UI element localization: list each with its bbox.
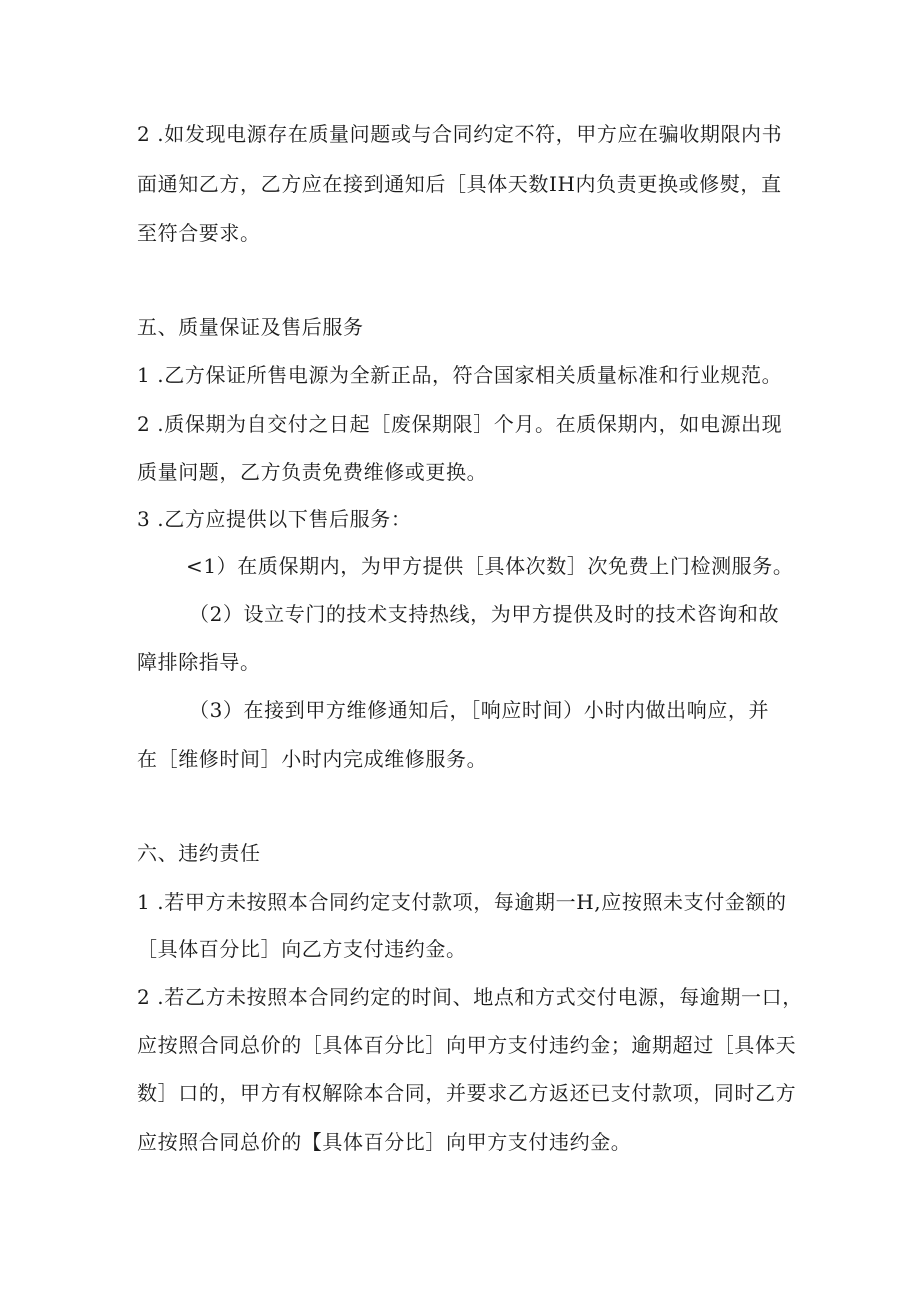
paragraph-line: 至符合要求。 — [137, 221, 261, 245]
paragraph-line: 2 .如发现电源存在质量问题或与合同约定不符，甲方应在骗收期限内书 — [137, 122, 783, 146]
list-item-line: 障排除指导。 — [137, 650, 261, 674]
paragraph-line: 质量问题，乙方负责免费维修或更换。 — [137, 460, 488, 484]
section-heading: 五、质量保证及售后服务 — [137, 315, 364, 339]
paragraph-line: 3 .乙方应提供以下售后服务： — [137, 507, 412, 531]
list-item-line: 在［维修时间］小时内完成维修服务。 — [137, 747, 488, 771]
paragraph-line: 应按照合同总价的［具体百分比］向甲方支付违约金；逾期超过［具体天 — [137, 1033, 797, 1057]
paragraph-line: 面通知乙方，乙方应在接到通知后［具体天数IH内负责更换或修熨，直 — [137, 172, 782, 196]
list-item-line: （2）设立专门的技术支持热线，为甲方提供及时的技术咨询和故 — [189, 602, 780, 626]
section-heading: 六、违约责任 — [137, 841, 261, 865]
paragraph-line: 2 .质保期为自交付之日起［废保期限］个月。在质保期内，如电源出现 — [137, 412, 783, 436]
paragraph-line: ［具体百分比］向乙方支付违约金。 — [137, 937, 467, 961]
list-item-line: <1）在质保期内，为甲方提供［具体次数］次免费上门检测服务。 — [186, 554, 794, 578]
paragraph-line: 数］口的，甲方有权解除本合同，并要求乙方返还已支付款项，同时乙方 — [137, 1081, 797, 1105]
paragraph-line: 1 .乙方保证所售电源为全新正品，符合国家相关质量标准和行业规范。 — [137, 363, 783, 387]
paragraph-line: 2 .若乙方未按照本合同约定的时间、地点和方式交付电源，每逾期一口， — [137, 985, 803, 1009]
paragraph-line: 应按照合同总价的【具体百分比］向甲方支付违约金。 — [137, 1130, 632, 1154]
list-item-line: （3）在接到甲方维修通知后，［响应时间）小时内做出响应，并 — [189, 698, 770, 722]
paragraph-line: 1 .若甲方未按照本合同约定支付款项，每逾期一H,应按照未支付金额的 — [137, 890, 787, 914]
